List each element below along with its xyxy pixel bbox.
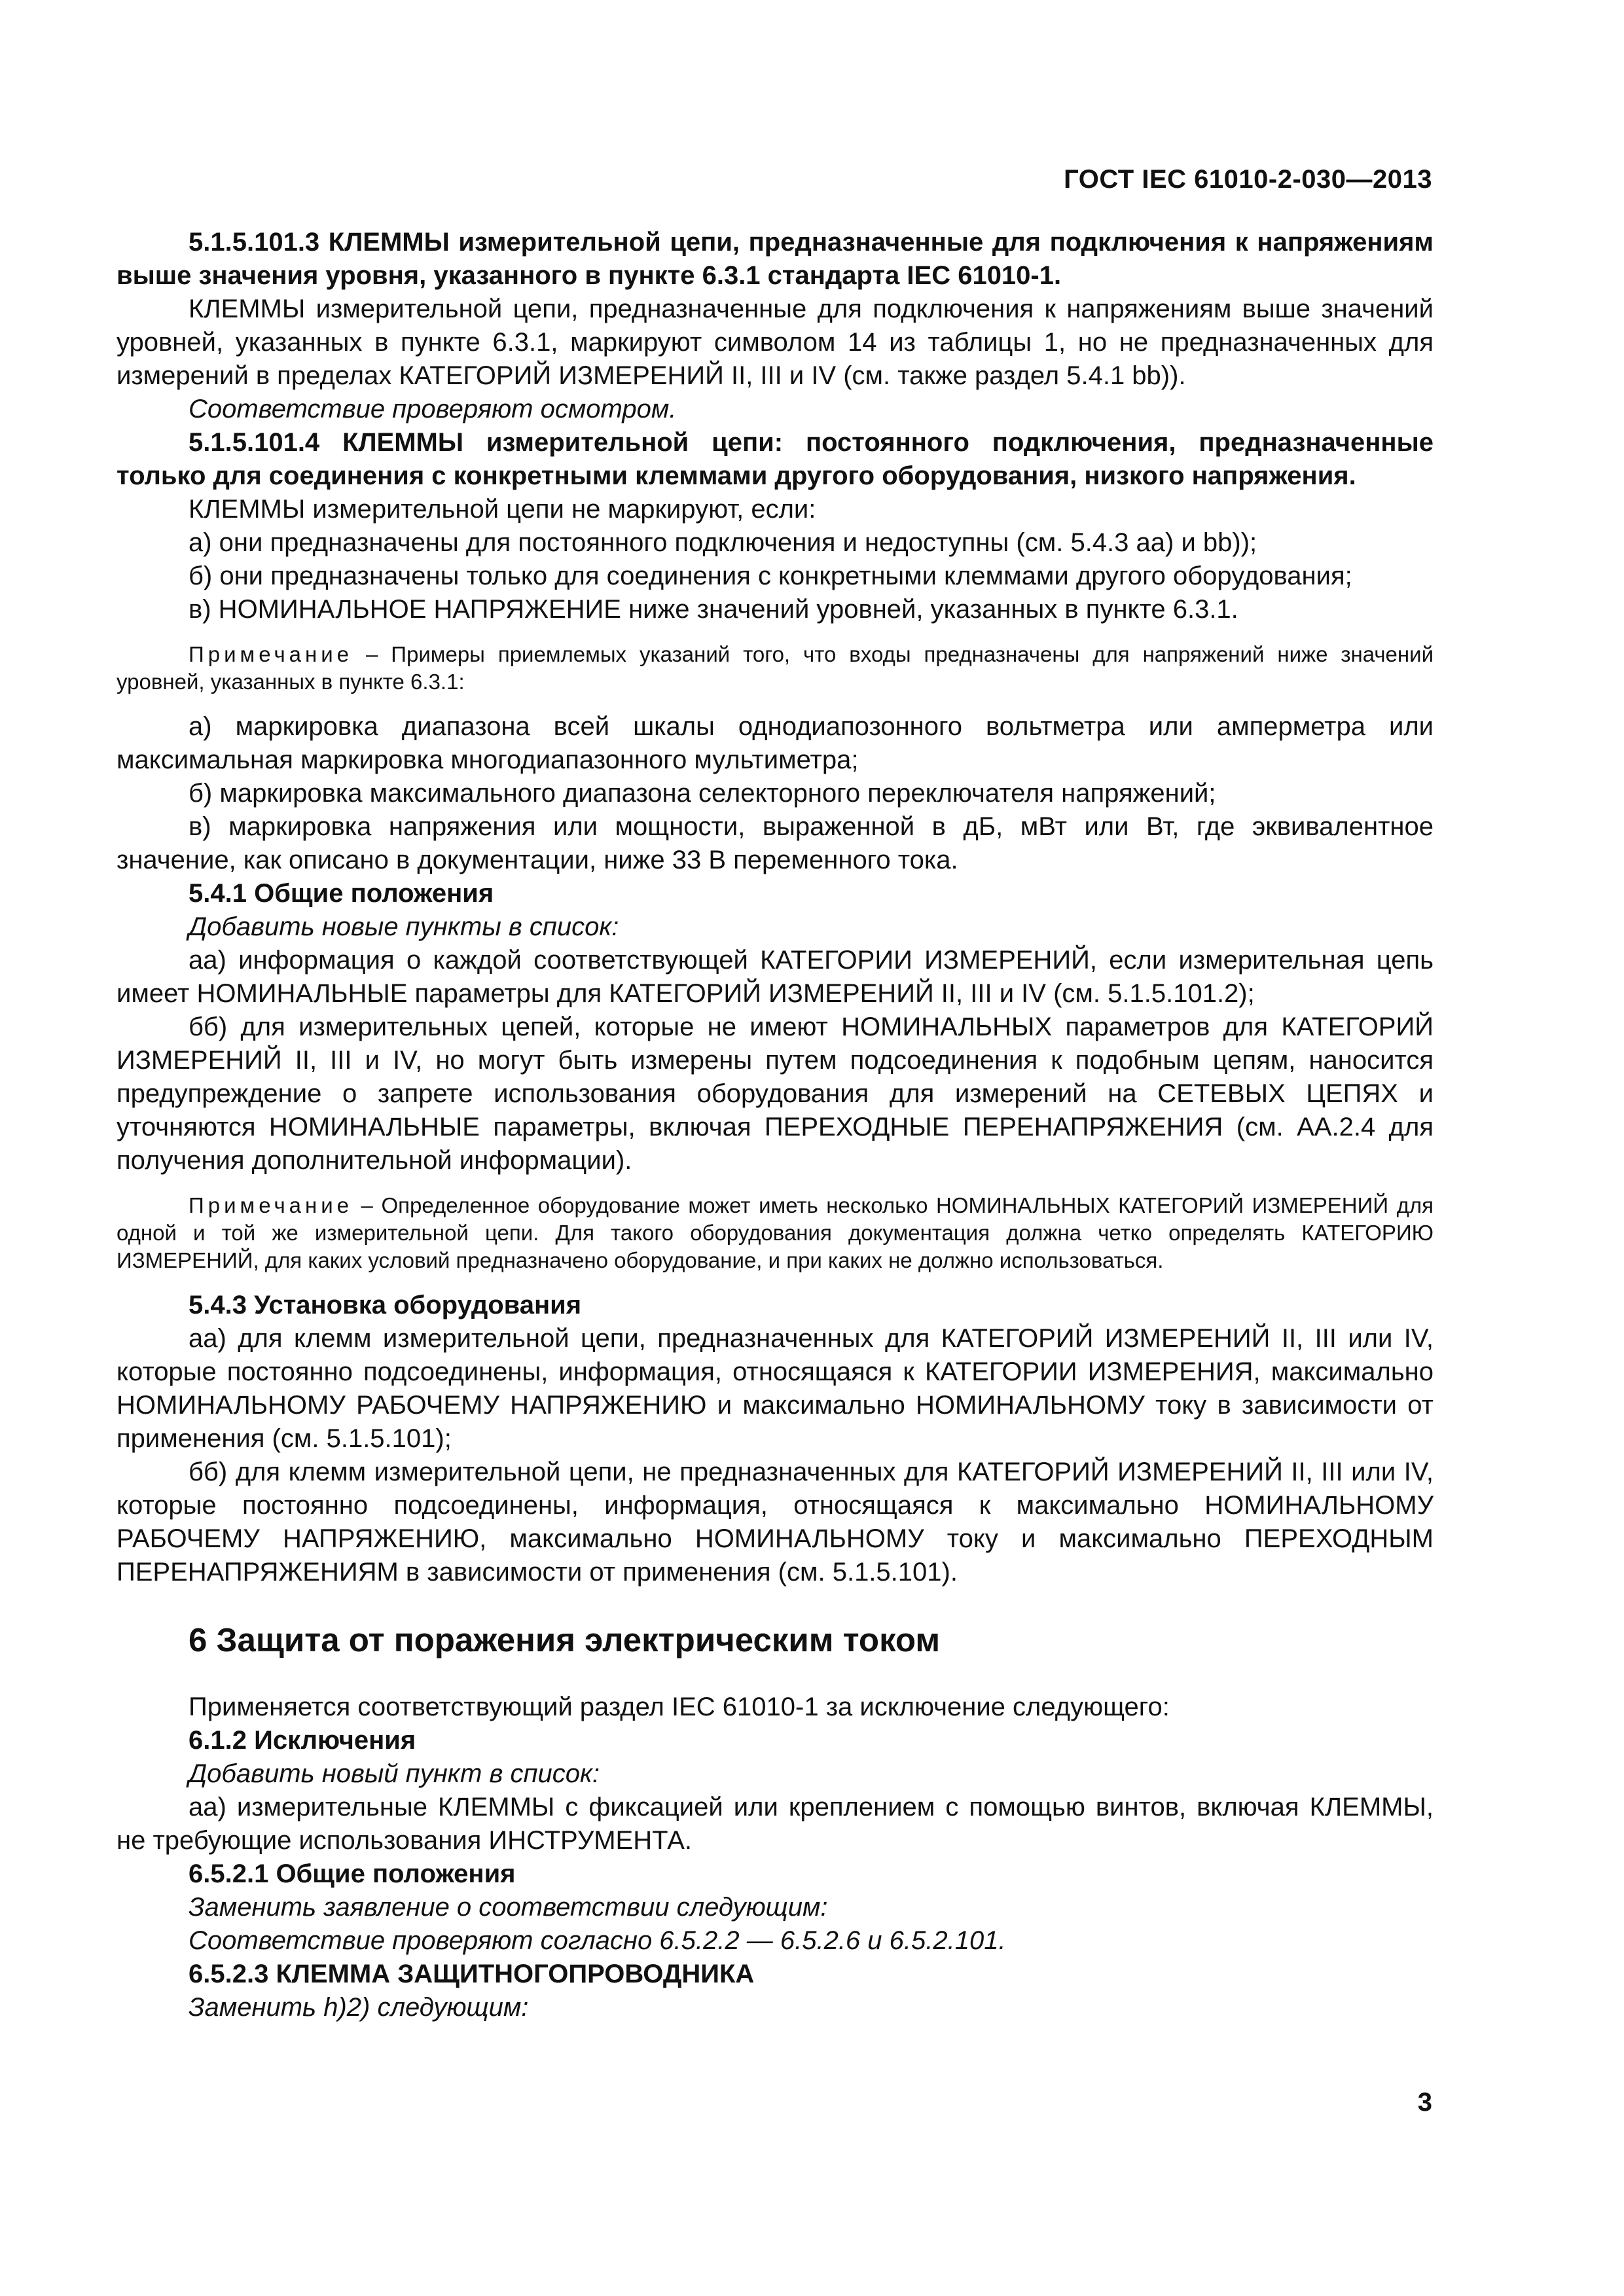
note-label: Примечание bbox=[189, 642, 353, 666]
list-item-c: в) НОМИНАЛЬНОЕ НАПРЯЖЕНИЕ ниже значений уровней, указанных в пункте 6.3.1. bbox=[189, 595, 1238, 624]
note-text: – Примеры приемлемых указаний того, что входы предназначены для напряжений ниже значений уровней, указанных в пункте 6.3.1: bbox=[117, 642, 1434, 694]
list-item-b: б) они предназначены только для соединения с конкретными клеммами другого оборудования; bbox=[189, 562, 1352, 590]
clause-6-5-2-3-title: 6.5.2.3 КЛЕММА ЗАЩИТНОГОПРОВОДНИКА bbox=[189, 1960, 755, 1988]
note-item-c: в) маркировка напряжения или мощности, выраженной в дБ, мВт или Вт, где эквивалентное значение, как описано в документации, ниже 33 В переменного тока. bbox=[117, 812, 1434, 874]
note-2 bbox=[117, 1192, 1434, 1274]
section-6-heading: 6 Защита от поражения электрическим током bbox=[189, 1621, 941, 1659]
note-1 bbox=[117, 641, 1434, 696]
clause-5-4-3-aa: аа) для клемм измерительной цепи, предназначенных для КАТЕГОРИЙ ИЗМЕРЕНИЙ II, III или IV, которые постоянно подсоединены, информация, относящаяся к КАТЕГОРИИ ИЗМЕРЕНИЯ, максимально НОМИНАЛЬНОМУ РАБОЧЕМУ НАПРЯЖЕНИЮ и максимально НОМИНАЛЬНОМУ току в зависимости от применения (см. 5.1.5.101); bbox=[117, 1324, 1434, 1453]
clause-5-4-3-title: 5.4.3 Установка оборудования bbox=[189, 1291, 582, 1319]
page-number: 3 bbox=[1417, 2088, 1432, 2117]
clause-5-4-1-bb: бб) для измерительных цепей, которые не имеют НОМИНАЛЬНЫХ параметров для КАТЕГОРИЙ ИЗМЕРЕНИЙ II, III и IV, но могут быть измерены путем подсоединения к подобным цепям, наносится предупреждение о запрете использования оборудования для измерений на СЕТЕВЫХ ЦЕПЯХ и уточняются НОМИНАЛЬНЫЕ параметры, включая ПЕРЕХОДНЫЕ ПЕРЕНАПРЯЖЕНИЯ (см. АА.2.4 для получения дополнительной информации). bbox=[117, 1013, 1434, 1175]
clause-6-1-2-title: 6.1.2 Исключения bbox=[189, 1726, 416, 1755]
clause-5-1-5-101-4-title: 5.1.5.101.4 КЛЕММЫ измерительной цепи: постоянного подключения, предназначенные только для соединения с конкретными клеммами другого оборудования, низкого напряжения. bbox=[117, 428, 1434, 490]
clause-6-1-2-aa: аа) измерительные КЛЕММЫ с фиксацией или креплением с помощью винтов, включая КЛЕММЫ, не требующие использования ИНСТРУМЕНТА. bbox=[117, 1793, 1434, 1855]
clause-6-5-2-1-title: 6.5.2.1 Общие положения bbox=[189, 1859, 516, 1888]
clause-5-1-5-101-3-text: КЛЕММЫ измерительной цепи, предназначенные для подключения к напряжениям выше значений уровней, указанных в пункте 6.3.1, маркируют символом 14 из таблицы 1, но не предназначенных для измерений в пределах КАТЕГОРИЙ ИЗМЕРЕНИЙ II, III и IV (см. также раздел 5.4.1 bb)). bbox=[117, 295, 1434, 390]
clause-5-1-5-101-3-title: 5.1.5.101.3 КЛЕММЫ измерительной цепи, предназначенные для подключения к напряжениям выше значения уровня, указанного в пункте 6.3.1 стандарта IEC 61010-1. bbox=[117, 228, 1434, 290]
clause-5-4-3-bb: бб) для клемм измерительной цепи, не предназначенных для КАТЕГОРИЙ ИЗМЕРЕНИЙ II, III или IV, которые постоянно подсоединены, информация, относящаяся к максимально НОМИНАЛЬНОМУ РАБОЧЕМУ НАПРЯЖЕНИЮ, максимально НОМИНАЛЬНОМУ току и максимально ПЕРЕХОДНЫМ ПЕРЕНАПРЯЖЕНИЯМ в зависимости от применения (см. 5.1.5.101). bbox=[117, 1458, 1434, 1587]
page-body bbox=[117, 226, 1434, 2024]
clause-5-4-1-aa: аа) информация о каждой соответствующей КАТЕГОРИИ ИЗМЕРЕНИЙ, если измерительная цепь имеет НОМИНАЛЬНЫЕ параметры для КАТЕГОРИЙ ИЗМЕРЕНИЙ II, III и IV (см. 5.1.5.101.2); bbox=[117, 946, 1434, 1008]
note-item-b: б) маркировка максимального диапазона селекторного переключателя напряжений; bbox=[189, 779, 1216, 808]
clause-5-4-1-add: Добавить новые пункты в список: bbox=[189, 912, 619, 941]
clause-6-5-2-3-replace: Заменить h)2) следующим: bbox=[189, 1993, 529, 2022]
note-item-a: а) маркировка диапазона всей шкалы однодиапозонного вольтметра или амперметра или максимальная маркировка многодиапазонного мультиметра; bbox=[117, 712, 1434, 774]
page-header: ГОСТ IEC 61010-2-030—2013 bbox=[1064, 165, 1432, 194]
clause-6-5-2-1-replace: Заменить заявление о соответствии следующим: bbox=[189, 1893, 828, 1922]
list-item-a: а) они предназначены для постоянного подключения и недоступны (см. 5.4.3 аа) и bb)); bbox=[189, 528, 1257, 557]
clause-5-1-5-101-4-text: КЛЕММЫ измерительной цепи не маркируют, если: bbox=[189, 495, 816, 524]
clause-5-4-1-title: 5.4.1 Общие положения bbox=[189, 879, 494, 908]
section-6-text: Применяется соответствующий раздел IEC 61010-1 за исключение следующего: bbox=[189, 1693, 1170, 1721]
note-label: Примечание bbox=[189, 1193, 353, 1217]
clause-6-1-2-add: Добавить новый пункт в список: bbox=[189, 1759, 600, 1788]
note-text: – Определенное оборудование может иметь несколько НОМИНАЛЬНЫХ КАТЕГОРИЙ ИЗМЕРЕНИЙ для одной и той же измерительной цепи. Для такого оборудования документация должна четко определять КАТЕГОРИЮ ИЗМЕРЕНИЙ, для каких условий предназначено оборудование, и при каких не должно использоваться. bbox=[117, 1193, 1434, 1272]
clause-5-1-5-101-3-check: Соответствие проверяют осмотром. bbox=[189, 395, 677, 423]
clause-6-5-2-1-check: Соответствие проверяют согласно 6.5.2.2 — 6.5.2.6 и 6.5.2.101. bbox=[189, 1926, 1006, 1955]
